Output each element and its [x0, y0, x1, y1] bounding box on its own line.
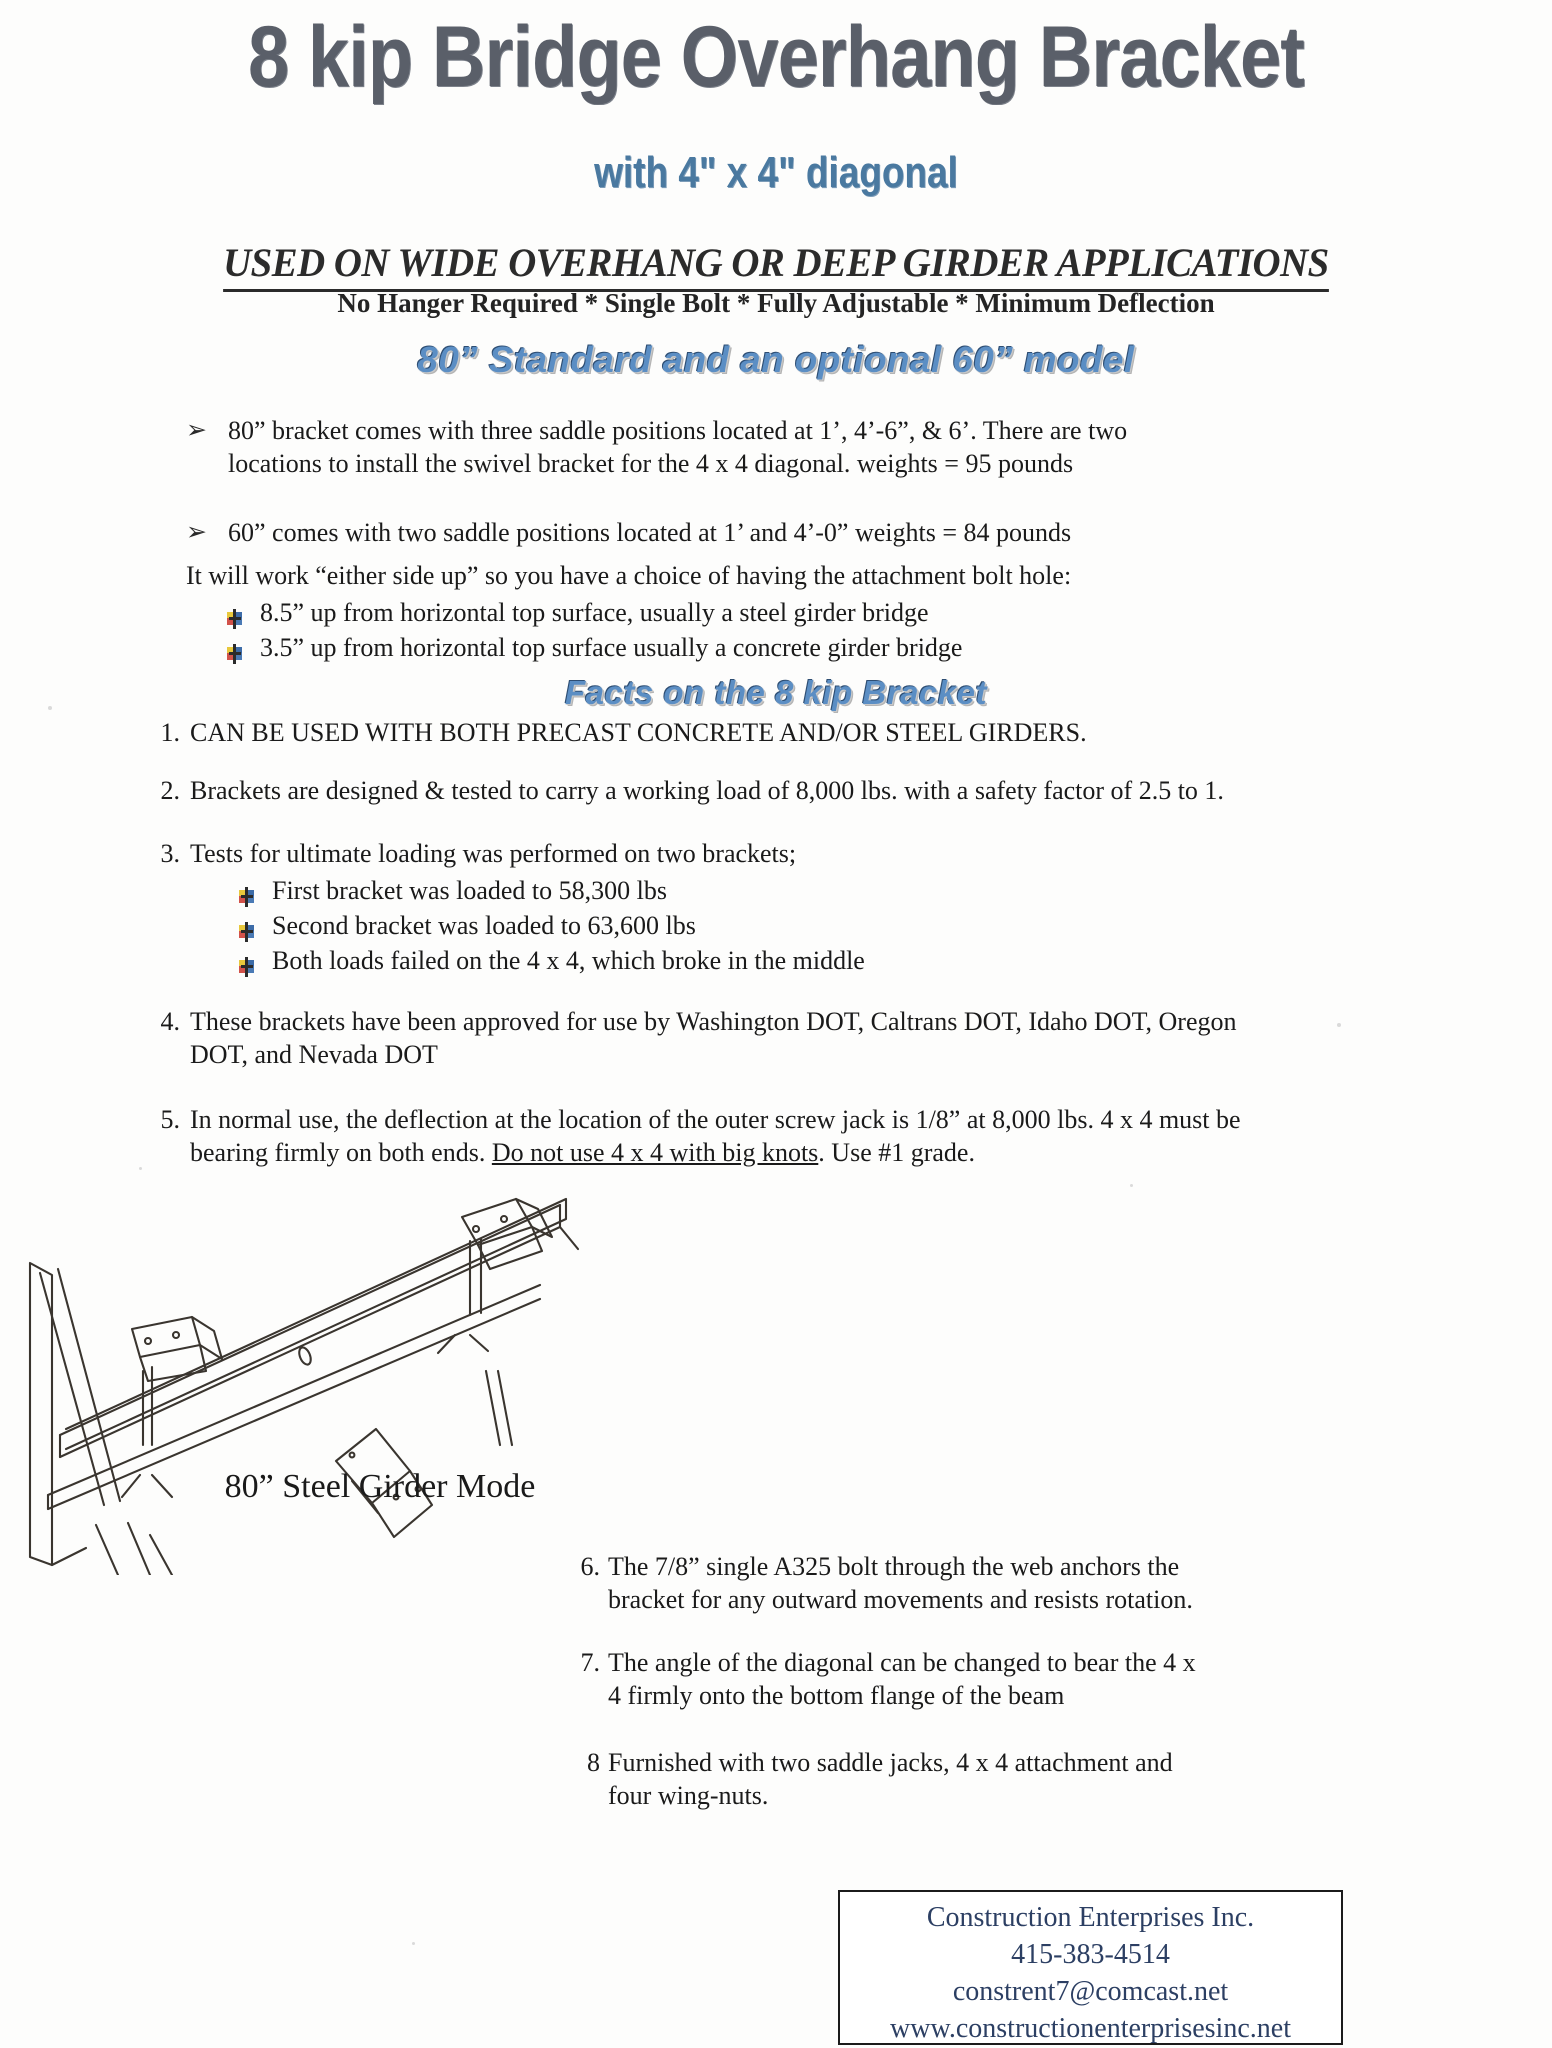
scan-speckle — [412, 1942, 415, 1945]
list-item — [232, 944, 1265, 977]
list-item-text: Brackets are designed & tested to carry a working load of 8,000 lbs. with a safety factor of 2.5 to 1. — [190, 776, 1224, 806]
list-item-number: 2. — [160, 776, 180, 806]
list-item — [186, 516, 1186, 549]
either-side-block — [186, 559, 1206, 666]
contact-phone[interactable]: 415-383-4514 — [1011, 1938, 1170, 1970]
sub-list — [190, 874, 1265, 977]
contact-box — [838, 1890, 1343, 2045]
list-item-text: 80” bracket comes with three saddle positions located at 1’, 4’-6”, & 6’. There are two locations to install the swivel bracket for the 4 x 4 diagonal. weights = 95 pounds — [228, 416, 1128, 479]
tagline-features: No Hanger Required * Single Bolt * Fully Adjustable * Minimum Deflection — [337, 288, 1215, 318]
list-item — [186, 414, 1186, 480]
list-item-text: 3.5” up from horizontal top surface usually a concrete girder bridge — [260, 633, 963, 663]
list-item — [220, 596, 1206, 629]
list-item-number: 8 — [587, 1748, 600, 1778]
facts-list-right — [560, 1550, 1200, 1842]
list-item-text: Tests for ultimate loading was performed on two brackets; — [190, 839, 797, 869]
list-item-text: First bracket was loaded to 58,300 lbs — [272, 876, 667, 906]
list-item — [140, 837, 1265, 977]
list-item — [140, 774, 1265, 807]
facts-list — [140, 716, 1265, 1194]
drawing-caption: 80” Steel Girder Mode — [224, 1468, 536, 1505]
clip-bullet-icon — [238, 917, 256, 937]
list-item-text: Both loads failed on the 4 x 4, which broke in the middle — [272, 946, 865, 976]
list-item — [560, 1746, 1200, 1812]
scan-speckle — [1337, 1023, 1341, 1027]
list-item — [220, 631, 1206, 664]
clip-bullet-icon — [226, 604, 244, 624]
list-item-text-part1: In normal use, the deflection at the location of the outer screw jack is 1/8” at 8,000 lbs. 4 x 4 must be bearing firmly on both ends. — [190, 1105, 1241, 1168]
list-item-text: 8.5” up from horizontal top surface, usually a steel girder bridge — [260, 598, 929, 628]
contact-company: Construction Enterprises Inc. — [926, 1902, 1255, 1933]
list-item-text: These brackets have been approved for use by Washington DOT, Caltrans DOT, Idaho DOT, Oregon DOT, and Nevada DOT — [190, 1007, 1237, 1070]
list-item-number: 1. — [160, 718, 180, 747]
list-item-text: The angle of the diagonal can be changed to bear the 4 x 4 firmly onto the bottom flange of the beam — [608, 1648, 1196, 1711]
clip-bullet-icon — [238, 882, 256, 902]
list-item — [560, 1646, 1200, 1712]
contact-email[interactable]: constrent7@comcast.net — [952, 1975, 1229, 2007]
list-item-text-underlined: Do not use 4 x 4 with big knots — [491, 1138, 819, 1168]
clip-bullet-icon — [226, 639, 244, 659]
list-item-number: 6. — [580, 1552, 600, 1581]
tagline-primary — [0, 239, 1552, 292]
either-side-sub-list — [186, 596, 1206, 664]
list-item — [232, 909, 1265, 942]
page-subtitle: with 4" x 4" diagonal — [594, 148, 958, 197]
list-item-text: Second bracket was loaded to 63,600 lbs — [272, 911, 696, 941]
bracket-illustration — [0, 1145, 600, 1575]
list-item-text: Furnished with two saddle jacks, 4 x 4 attachment and four wing-nuts. — [608, 1748, 1173, 1811]
model-bullet-list — [186, 414, 1186, 573]
list-item-text: The 7/8” single A325 bolt through the web anchors the bracket for any outward movements and resists rotation. — [608, 1552, 1193, 1615]
list-item-text: CAN BE USED WITH BOTH PRECAST CONCRETE AND/OR STEEL GIRDERS. — [190, 718, 1087, 747]
list-item-number: 3. — [160, 839, 180, 869]
list-item — [140, 1005, 1265, 1071]
page-title: 8 kip Bridge Overhang Bracket — [247, 9, 1305, 105]
either-side-intro: It will work “either side up” so you have a choice of having the attachment bolt hole: — [186, 561, 1072, 590]
list-item — [140, 716, 1265, 749]
list-item — [560, 1550, 1200, 1616]
list-item-number: 7. — [580, 1648, 600, 1678]
clip-bullet-icon — [238, 952, 256, 972]
arrow-bullet-icon: ➢ — [186, 519, 207, 547]
list-item-text-part2: . Use #1 grade. — [818, 1138, 975, 1168]
banner-facts: Facts on the 8 kip Bracket — [565, 674, 987, 711]
list-item-number: 4. — [160, 1007, 180, 1037]
arrow-bullet-icon: ➢ — [186, 417, 207, 444]
banner-models: 80” Standard and an optional 60” model — [417, 339, 1135, 380]
list-item — [232, 874, 1265, 907]
contact-website[interactable]: www.constructionenterprisesinc.net — [890, 2012, 1291, 2044]
list-item-number: 5. — [160, 1105, 180, 1135]
list-item-text: 60” comes with two saddle positions located at 1’ and 4’-0” weights = 84 pounds — [228, 518, 1072, 548]
tagline-primary-text: USED ON WIDE OVERHANG OR DEEP GIRDER APPLICATIONS — [223, 239, 1329, 292]
